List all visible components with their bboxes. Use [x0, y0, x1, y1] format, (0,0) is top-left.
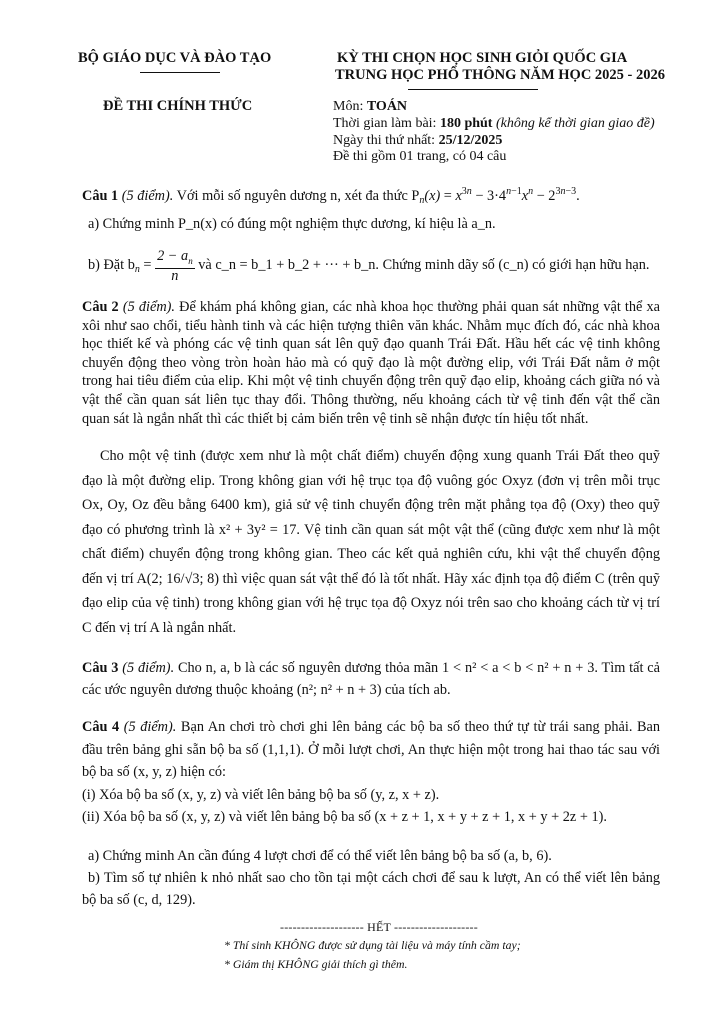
date-line: Ngày thi thứ nhất: 25/12/2025	[333, 133, 503, 148]
operation-i: (i) Xóa bộ ba số (x, y, z) và viết lên bảng bộ ba số (y, z, x + z).	[82, 786, 440, 803]
official-label: ĐỀ THI CHÍNH THỨC	[103, 98, 253, 114]
exam-title-line2: TRUNG HỌC PHỔ THÔNG NĂM HỌC 2025 - 2026	[335, 67, 666, 83]
subject-line: Môn: TOÁN	[333, 99, 408, 114]
exam-title-line1: KỲ THI CHỌN HỌC SINH GIỎI QUỐC GIA	[337, 50, 628, 66]
question-2-problem: Cho một vệ tinh (được xem như là một chất điểm) chuyển động xung quanh Trái Đất theo quỹ đạo là một đường elip. Trong không gian với hệ trục tọa độ vuông góc Oxyz (đơn vị trên mỗi trục Ox, Oy, Oz đều bằng 6400 km), giả sử vệ tinh chuyển động trên mặt phẳng tọa độ (Oxy) theo quỹ đạo có phương trình là x² + 3y² = 17. Vệ tinh cần quan sát một vật thể (cũng được xem như là một chất điểm) chuyển động trong không gian. Theo các kết quả nghiên cứu, khi vật thể chuyển động đến vị trí A(2; 16/√3; 8) thì việc quan sát vật thể đó là tốt nhất. Hãy xác định tọa độ điểm C (trên quỹ đạo elip của vệ tinh) trong không gian với hệ trục tọa độ Oxyz nói trên sao cho khoảng cách từ vị trí C đến vị trí A là ngắn nhất.	[82, 448, 660, 636]
question-2-intro: Câu 2 (5 điểm). Để khám phá không gian, các nhà khoa học thường phải quan sát những vật thể xa xôi như sao chổi, tiểu hành tinh và các hiện tượng thiên văn khác. Nhằm mục đích đó, các nhà khoa học thiết kế và phóng các vệ tinh quan sát lên quỹ đạo quanh Trái Đất. Hầu hết các vệ tinh không chuyển động theo vòng tròn hoàn hảo mà có quỹ đạo là một đường elip, với Trái Đất nằm ở một trong hai tiêu điểm của elip. Khi một vệ tinh chuyển động trên quỹ đạo elip, khoảng cách giữa nó và vật thể cần quan sát liên tục thay đổi. Thông thường, nếu khoảng cách từ vệ tinh đến vật thể cần quan sát là ngắn nhất thì các thiết bị cảm biến trên vệ tinh sẽ nhận được tín hiệu tốt nhất.	[82, 299, 661, 427]
footer-note-1: * Thí sinh KHÔNG được sử dụng tài liệu và máy tính cầm tay;	[224, 938, 521, 952]
operation-ii: (ii) Xóa bộ ba số (x, y, z) và viết lên bảng bộ ba số (x + z + 1, x + y + z + 1, x + y + 2z + 1).	[82, 809, 607, 825]
question-4-parts	[82, 845, 660, 911]
question-3: Câu 3 (5 điểm). Cho n, a, b là các số nguyên dương thỏa mãn 1 < n² < a < b < n² + n + 3. Tìm tất cả các ước nguyên dương thuộc khoảng (n²; n² + n + 3) của tích ab.	[82, 660, 661, 698]
end-marker: -------------------- HẾT --------------------	[280, 920, 478, 934]
question-4-part-b: b) Tìm số tự nhiên k nhỏ nhất sao cho tồn tại một cách chơi để sau k lượt, An có thể viết lên bảng bộ ba số (c, d, 129).	[82, 870, 660, 908]
footer-note-2: * Giám thị KHÔNG giải thích gì thêm.	[224, 957, 408, 971]
fraction-bn: $\frac{2 - a_n}{n}$	[157, 248, 193, 284]
question-1-part-a: a) Chứng minh P_n(x) có đúng một nghiệm thực dương, kí hiệu là a_n.	[88, 216, 496, 232]
exam-title-underline	[408, 89, 538, 90]
question-4: Câu 4 (5 điểm). Bạn An chơi trò chơi ghi lên bảng các bộ ba số theo thứ tự từ trái sang phải. Ban đầu trên bảng ghi sẵn bộ ba số (1,1,1). Ở mỗi lượt chơi, An thực hiện một trong hai thao tác sau với bộ ba số (x, y, z) hiện có: (i) Xóa bộ ba số (x, y, z) và viết lên bảng bộ ba số (y, z, x + z). (ii) Xóa bộ ba số (x, y, z) và viết lên bảng bộ ba số (x + z + 1, x + y + z + 1, x + y + 2z + 1).	[82, 716, 660, 829]
pages-note: Đề thi gồm 01 trang, có 04 câu	[333, 149, 507, 164]
question-1-part-b: b) Đặt $b_n$ = $\frac{2 - a_n}{n}$ và c_n = b_1 + b_2 + ··· + b_n. Chứng minh dãy số (c_n) có giới hạn hữu hạn.	[88, 248, 650, 284]
question-1: Câu 1 (5 điểm). Với mỗi số nguyên dương n, xét đa thức $P_n(x) = x^{3n} - 3\cdot 4^{n-1}x^n - 2^{3n-3}$.	[82, 186, 580, 206]
ministry-name: BỘ GIÁO DỤC VÀ ĐÀO TẠO	[78, 50, 272, 66]
time-line: Thời gian làm bài: 180 phút (không kể thời gian giao đề)	[333, 116, 655, 131]
ministry-underline	[140, 72, 220, 73]
question-4-part-a: a) Chứng minh An cần đúng 4 lượt chơi để có thể viết lên bảng bộ ba số (a, b, 6).	[88, 848, 552, 864]
